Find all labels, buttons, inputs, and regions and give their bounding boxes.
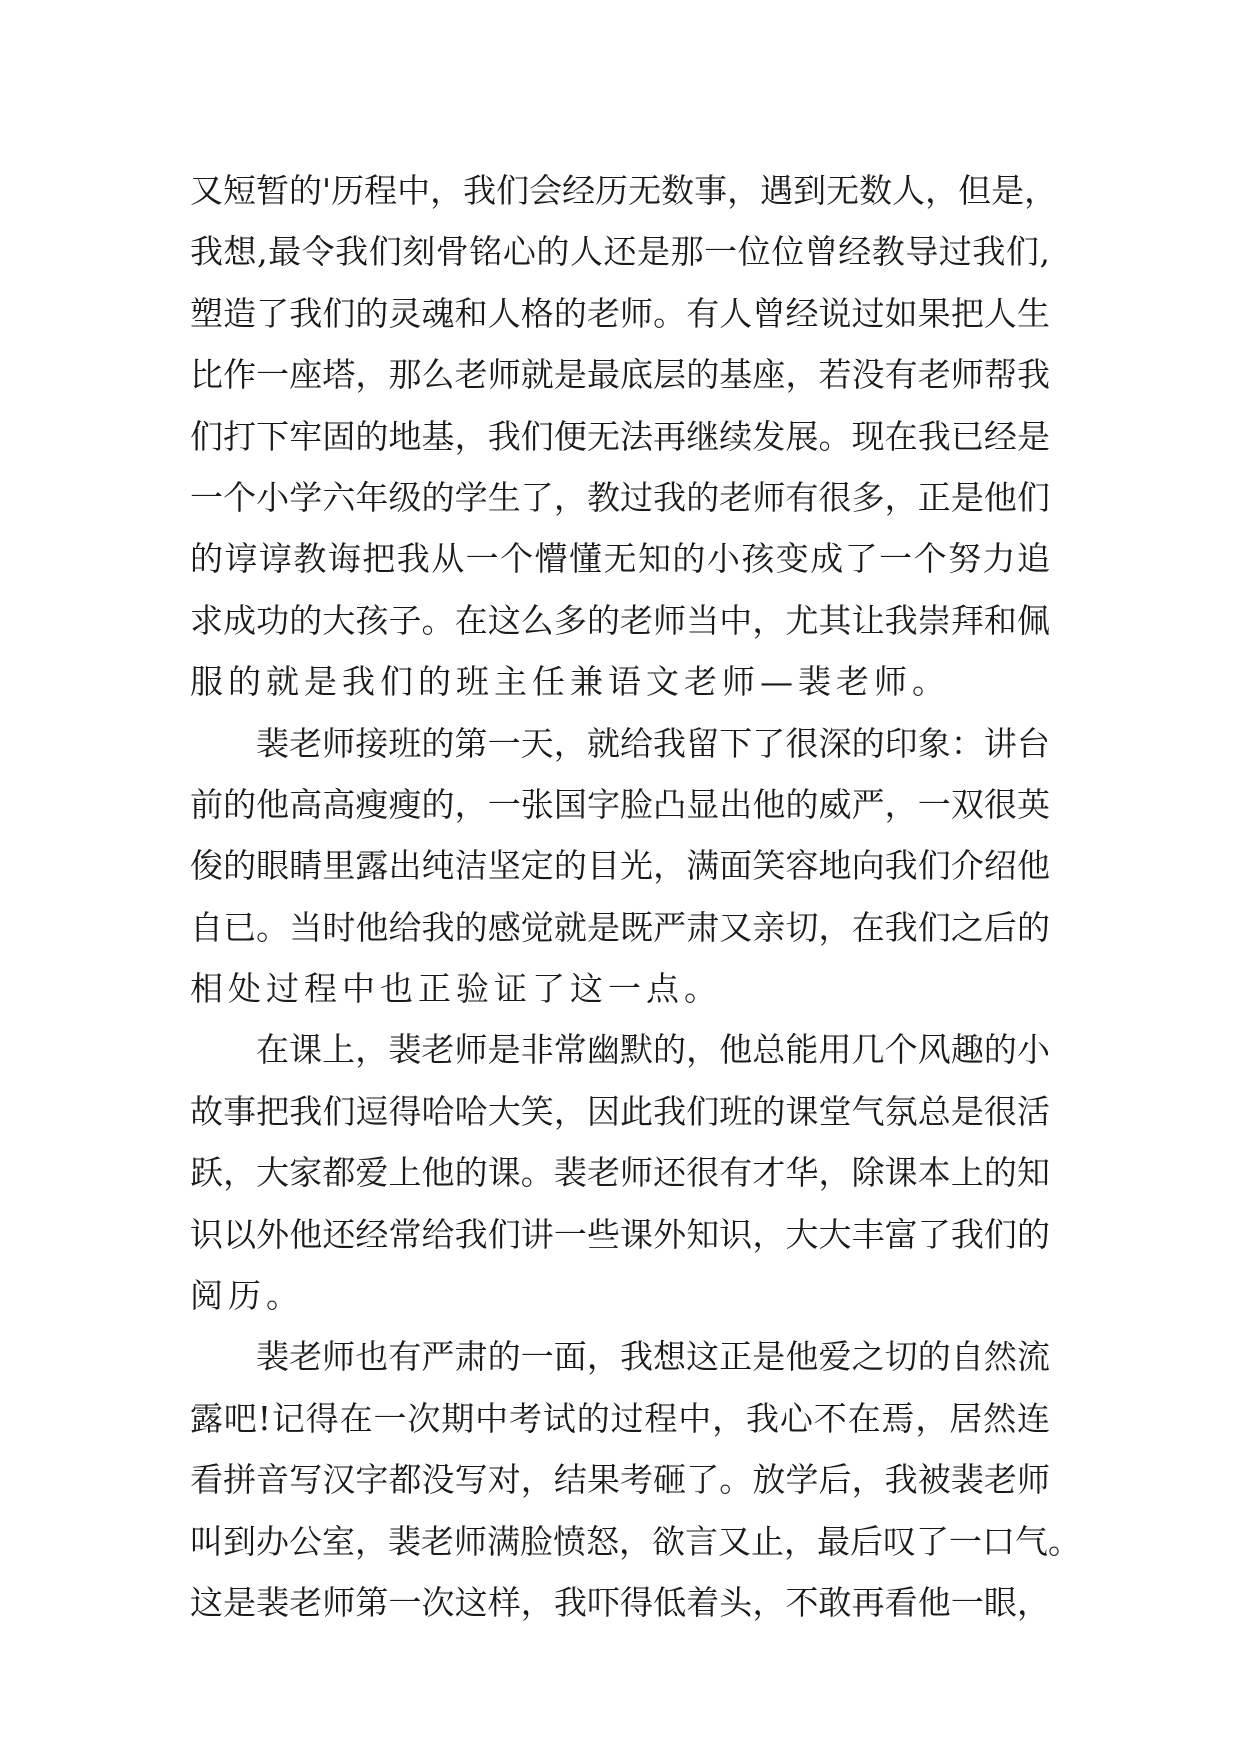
text-line: 俊的眼睛里露出纯洁坚定的目光，满面笑容地向我们介绍他 <box>190 846 1050 886</box>
text-line: 裴老师接班的第一天，就给我留下了很深的印象：讲台 <box>256 723 1050 763</box>
text-line: 识以外他还经常给我们讲一些课外知识，大大丰富了我们的 <box>190 1214 1050 1254</box>
text-line: 故事把我们逗得哈哈大笑，因此我们班的课堂气氛总是很活 <box>190 1091 1050 1131</box>
text-line: 看拼音写汉字都没写对，结果考砸了。放学后，我被裴老师 <box>190 1460 1050 1500</box>
text-line: 的谆谆教诲把我从一个懵懂无知的小孩变成了一个努力追 <box>190 539 1050 579</box>
text-line: 叫到办公室，裴老师满脸愤怒，欲言又止，最后叹了一口气。 <box>190 1521 1081 1561</box>
body-text <box>190 160 1090 1633</box>
text-line: 又短暂的'历程中，我们会经历无数事，遇到无数人，但是， <box>190 171 1058 210</box>
text-line: 裴老师也有严肃的一面，我想这正是他爱之切的自然流 <box>256 1337 1050 1377</box>
text-line: 自已。当时他给我的感觉就是既严肃又亲切，在我们之后的 <box>190 907 1050 947</box>
text-line: 相处过程中也正验证了这一点。 <box>190 969 722 1009</box>
text-line: 在课上，裴老师是非常幽默的，他总能用几个风趣的小 <box>256 1030 1050 1070</box>
text-line: 塑造了我们的灵魂和人格的老师。有人曾经说过如果把人生 <box>190 293 1050 333</box>
text-line: 前的他高高瘦瘦的，一张国字脸凸显出他的威严，一双很英 <box>190 784 1050 824</box>
text-line: 服的就是我们的班主任兼语文老师—裴老师。 <box>190 662 950 702</box>
text-line: 求成功的大孩子。在这么多的老师当中，尤其让我崇拜和佩 <box>190 600 1050 640</box>
text-line: 一个小学六年级的学生了，教过我的老师有很多，正是他们 <box>190 477 1050 517</box>
text-line: 我想,最令我们刻骨铭心的人还是那一位位曾经教导过我们, <box>190 232 1050 272</box>
text-line: 比作一座塔，那么老师就是最底层的基座，若没有老师帮我 <box>190 355 1050 395</box>
text-line: 跃，大家都爱上他的课。裴老师还很有才华，除课本上的知 <box>190 1153 1050 1193</box>
text-line: 露吧!记得在一次期中考试的过程中，我心不在焉，居然连 <box>190 1398 1050 1438</box>
text-line: 这是裴老师第一次这样，我吓得低着头，不敢再看他一眼， <box>190 1582 1050 1622</box>
text-line: 阅历。 <box>190 1276 304 1316</box>
text-line: 们打下牢固的地基，我们便无法再继续发展。现在我已经是 <box>190 416 1050 456</box>
